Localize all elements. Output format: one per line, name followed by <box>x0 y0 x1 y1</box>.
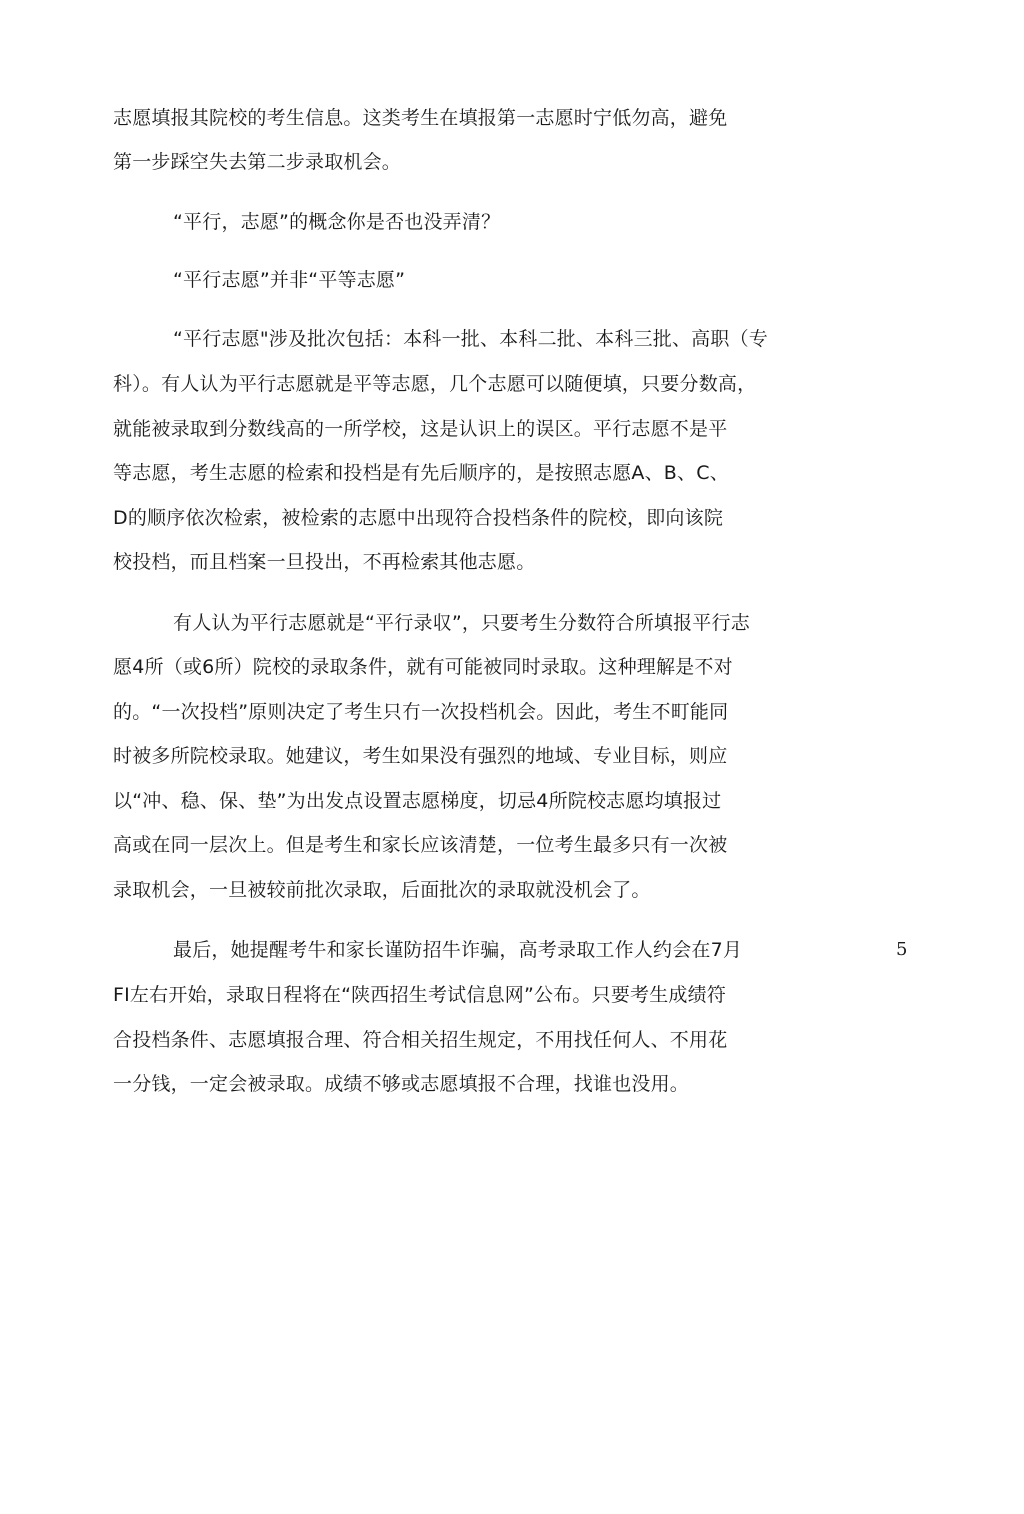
text-line: 录取机会，一旦被较前批次录取，后面批次的录取就没机会了。 <box>113 879 651 901</box>
text-line: 有人认为平行志愿就是“平行录収”，只要考生分数符合所填报平行志 <box>173 612 750 634</box>
page-number: 5 <box>896 939 908 960</box>
text-line: 科）。有人认为平行志愿就是平等志愿，几个志愿可以随便填，只要分数高， <box>113 373 757 395</box>
text-line: 第一步踩空失去第二步录取机会。 <box>113 151 402 173</box>
text-line: 一分钱，一定会被录取。成绩不够或志愿填报不合理，找谁也没用。 <box>113 1073 690 1095</box>
text-line: 志愿填报其院校的考生信息。这类考生在填报第一志愿时宁低勿高，避免 <box>113 107 728 129</box>
text-line: 合投档条件、志愿填报合理、符合相关招生规定，不用找任何人、不用花 <box>113 1029 728 1051</box>
text-line: 最后，她提醒考牛和家长谨防招牛诈骗，高考录取工作人约会在7月 <box>173 939 743 961</box>
text-line: 等志愿，考生志愿的检索和投档是有先后顺序的，是按照志愿A、B、C、 <box>113 462 729 484</box>
section-heading: “平行，志愿”的概念你是否也没弄清？ <box>173 211 501 233</box>
section-heading: “平行志愿”并非“平等志愿” <box>173 269 406 291</box>
text-line: 的。“一次投档”原则决定了考生只冇一次投档机会。因此，考生不町能同 <box>113 701 729 723</box>
text-line: “平行志愿"涉及批次包括：本科一批、本科二批、本科三批、高职（专 <box>173 328 768 350</box>
text-line: 高或在同一层次上。但是考生和家长应该清楚，一位考生最多只有一次被 <box>113 834 728 856</box>
text-line: 愿4所（或6所）院校的录取条件，就有可能被同时录取。这种理解是不对 <box>113 656 733 678</box>
text-line: D的顺序依次检索，被检索的志愿中出现符合投档条件的院校，即向该院 <box>113 507 724 529</box>
text-line: FI左右开始，录取日程将在“陕西招生考试信息网”公布。只要考生成绩符 <box>113 984 727 1006</box>
text-line: 就能被录取到分数线高的一所学校，这是认识上的误区。平行志愿不是平 <box>113 418 728 440</box>
text-line: 以“冲、稳、保、垫”为出发点设置志愿梯度，切忌4所院校志愿均填报过 <box>113 790 722 812</box>
text-line: 时被多所院校录取。她建议，考生如果没有强烈的地域、专业目标，则应 <box>113 745 728 767</box>
text-line: 校投档，而且档案一旦投出，不再检索其他志愿。 <box>113 551 536 573</box>
